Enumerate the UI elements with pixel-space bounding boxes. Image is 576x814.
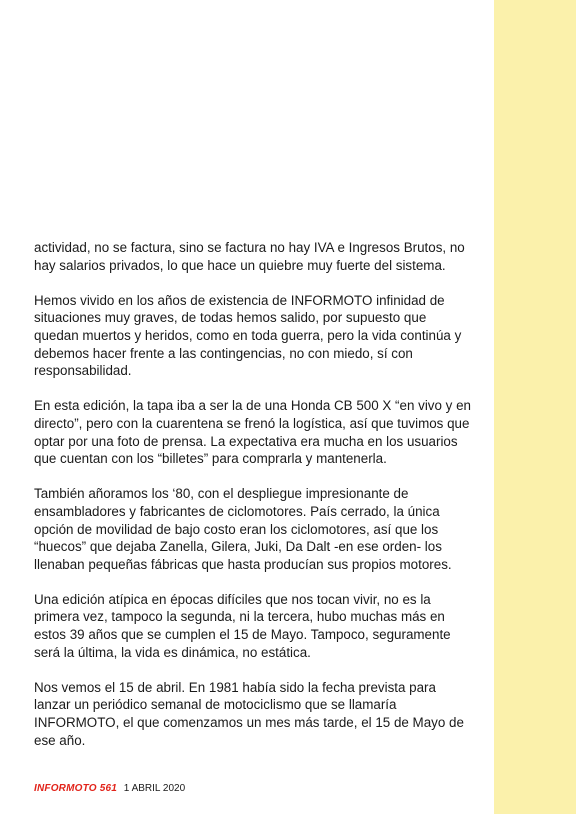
footer-brand: INFORMOTO 561 bbox=[34, 783, 117, 794]
article-body bbox=[34, 239, 474, 767]
paragraph-2: Hemos vivido en los años de existencia de INFORMOTO infinidad de situaciones muy graves, de todas hemos salido, por supuesto que quedan muertos y heridos, como en toda guerra, pero la vida continúa y debemos hacer frente a las contingencias, no con miedo, sí con responsabilidad. bbox=[34, 292, 462, 379]
paragraph-4: También añoramos los ‘80, con el despliegue impresionante de ensambladores y fabricantes de ciclomotores. País cerrado, la única opción de movilidad de bajo costo eran los ciclomotores, así que los “huecos” que dejaba Zanella, Gilera, Juki, Da Dalt -en ese orden- los llenaban pequeñas fábricas que hasta producían sus propios motores. bbox=[34, 486, 452, 572]
paragraph-6: Nos vemos el 15 de abril. En 1981 había sido la fecha prevista para lanzar un periódico semanal de motociclismo que se llamaría INFORMOTO, el que comenzamos un mes más tarde, el 15 de Mayo de ese año. bbox=[34, 679, 464, 748]
paragraph-1: actividad, no se factura, sino se factura no hay IVA e Ingresos Brutos, no hay salarios privados, lo que hace un quiebre muy fuerte del sistema. bbox=[34, 240, 465, 273]
paragraph-3: En esta edición, la tapa iba a ser la de una Honda CB 500 X “en vivo y en directo”, pero con la cuarentena se frenó la logística, así que tuvimos que optar por una foto de prensa. La expectativa era mucha en los usuarios que cuentan con los “billetes” para comprarla y mantenerla. bbox=[34, 398, 471, 467]
footer-date: 1 ABRIL 2020 bbox=[123, 783, 186, 794]
page-footer bbox=[34, 782, 185, 796]
side-color-band bbox=[494, 0, 576, 814]
paragraph-5: Una edición atípica en épocas difíciles que nos tocan vivir, no es la primera vez, tampoco la segunda, ni la tercera, hubo muchas más en estos 39 años que se cumplen el 15 de Mayo. Tampoco, seguramente será la última, la vida es dinámica, no estática. bbox=[34, 591, 451, 660]
